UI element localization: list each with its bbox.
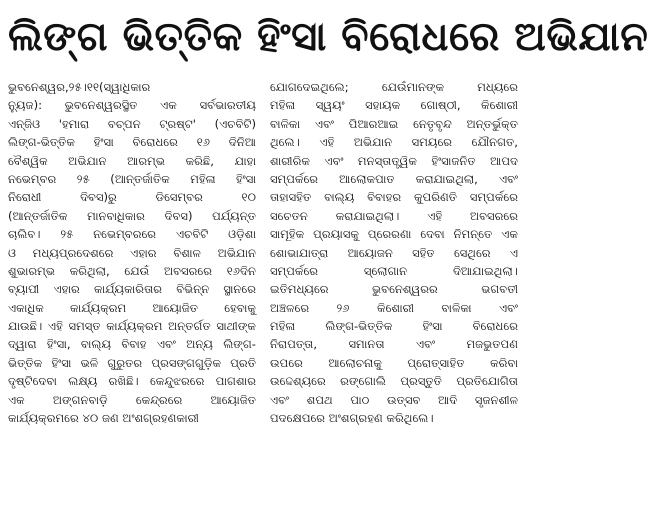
article-text-line: ଯୋଗଦେଇଥିଲେ; ଯେଉଁମାନଙ୍କ ମଧ୍ୟରେ: [270, 80, 518, 94]
article-text-line: ଦ୍ୱାରା ହିଂସା, ବାଲ୍ୟ ବିବାହ ଏବଂ ଅନ୍ୟ ଲିଙ୍ଗ-: [8, 337, 256, 352]
article-text-line: ଶୋଭାଯାତ୍ରା ଆୟୋଜନ ସହିତ ସେଥିରେ ଏ: [270, 245, 518, 260]
article-text-line: ବାଳିକା ଏବଂ ପିଆରଆଇ ନେତୃବୃନ୍ଦ ଅନ୍ତର୍ଭୁକ୍ତ: [270, 116, 518, 131]
article-text-line: ଚାଲିବ। ୨୫ ନଭେମ୍ବରରେ ଏଚବିଟି ଓଡ଼ିଶା: [8, 227, 256, 242]
article-text-line: ନ୍ୟୁଜ): ଭୁବନେଶ୍ୱରସ୍ଥିତ ଏକ ସର୍ବଭାରତୀୟ: [8, 98, 256, 113]
article-text-line: ନିରାପତ୍ତା, ସମାନତା ଏବଂ ମଜଭୁତପଣ: [270, 337, 518, 352]
article-text-line: ସମ୍ପର୍କରେ ଆଲୋକପାତ କରାଯାଇଥିଲା, ଏବଂ: [270, 171, 518, 186]
article-text-line: ବ୍ୟାପୀ ଏହାର କାର୍ଯ୍ୟକାରିତାର ବିଭିନ୍ନ ସ୍ଥାନରେ: [8, 282, 256, 297]
article-text-line: ଏବଂ ଶପଥ ପାଠ ଉତ୍ସବ ଆଦି ସୃଜନଶୀଳ: [270, 392, 518, 407]
article-text-line: ବୈଶ୍ୱିକ ଅଭିଯାନ ଆରମ୍ଭ କରିଛି, ଯାହା: [8, 153, 256, 168]
article-text-line: ପଦକ୍ଷେପରେ ଅଂଶଗ୍ରହଣ କରିଥିଲେ।: [270, 411, 434, 426]
article-text-line: ଏନ୍‌ଜିଓ 'ହମାରା ବଚ୍ପନ ଟ୍ରଷ୍ଟ' (ଏଚବିଟି): [8, 116, 256, 131]
article-text-line: କାର୍ଯ୍ୟକ୍ରମରେ ୪୦ ଜଣ ଅଂଶଗ୍ରହଣକାରୀ: [8, 411, 199, 426]
article-text-line: ଶାରୀରିକ ଏବଂ ମନସ୍ତାତ୍ତ୍ୱିକ ହିଂସାଜନିତ ଆପଦ: [270, 153, 518, 168]
right-column: [270, 78, 518, 427]
article-text-line: ଅଞ୍ଚଳରେ ୨୬ କିଶୋରୀ ବାଳିକା ଏବଂ: [270, 300, 518, 315]
article-text-line: ଶୁଭାରମ୍ଭ କରିଥିଲା, ଯେଉଁ ଅବସରରେ ୧୬ଦିନ: [8, 263, 256, 278]
article-text-line: ଥିଲେ। ଏହି ଅଭିଯାନ ସମୟରେ ଯୌନଗତ,: [270, 135, 518, 150]
article-text-line: ସାମୂହିକ ପ୍ରୟାସକୁ ପ୍ରେରଣା ଦେବା ନିମନ୍ତେ ଏକ: [270, 227, 518, 242]
article-text-line: ମହିଳା ସ୍ୱୟଂ ସହାୟକ ଗୋଷ୍ଠୀ, କିଶୋରୀ: [270, 98, 518, 113]
article-text-line: ଇତିମଧ୍ୟରେ ଭୁବନେଶ୍ୱରର ଭଗବତୀ: [270, 282, 518, 297]
article-text-line: ଯାଉଛି। ଏହି ସମସ୍ତ କାର୍ଯ୍ୟକ୍ରମ ଅନ୍ତର୍ଗତ ସାଥୀଙ୍କ: [8, 319, 256, 334]
article-text-line: ଲିଙ୍ଗ-ଭିତ୍ତିକ ହିଂସା ବିରୋଧରେ ୧୬ ଦିନିଆ: [8, 135, 256, 150]
left-column: [8, 78, 256, 427]
article-text-line: ମହିଳା ଲିଙ୍ଗ-ଭିତ୍ତିକ ହିଂସା ବିରୋଧରେ: [270, 319, 518, 334]
article-text-line: ସଚେତନ କରାଯାଇଥିଲା। ଏହି ଅବସରରେ: [270, 208, 518, 223]
article-text-line: (ଆନ୍ତର୍ଜାତିକ ମାନବାଧିକାର ଦିବସ) ପର୍ଯ୍ୟନ୍ତ: [8, 208, 256, 223]
article-text-line: ଉପରେ ଆଲୋଚନାକୁ ପ୍ରୋତ୍ସାହିତ କରିବା: [270, 355, 518, 370]
article-text-line: ଉଦ୍ଦେଶ୍ୟରେ ରଙ୍ଗୋଲି ପ୍ରସ୍ତୁତି ପ୍ରତିଯୋଗିତା: [270, 374, 518, 389]
article-text-line: ଦୃଷ୍ଟିଦେବା ଲକ୍ଷ୍ୟ ରଖିଛି। କେନ୍ଦୁଝରରେ ପାଗଶାର: [8, 374, 256, 389]
article-text-line: ଭୁବନେଶ୍ୱର,୨୫।୧୧(ସ୍ୱାଧିକାର: [8, 80, 151, 94]
article-text-line: ସମ୍ପର୍କରେ ସ୍ଲୋଗାନ ଦିଆଯାଇଥିଲା।: [270, 263, 518, 278]
article-text-line: ନଭେମ୍ବର ୨୫ (ଆନ୍ତର୍ଜାତିକ ମହିଳା ହିଂସା: [8, 171, 256, 186]
article-text-line: ନିରୋଧୀ ଦିବସ)ରୁ ଡିସେମ୍ବର ୧୦: [8, 190, 256, 205]
article-headline: ଲିଙ୍ଗ ଭିତ୍ତିକ ହିଂସା ବିରୋଧରେ ଅଭିଯାନ: [8, 14, 648, 60]
article-text-line: ଓ ମଧ୍ୟପ୍ରଦେଶରେ ଏହାର ବିଶାଳ ଅଭିଯାନ: [8, 245, 256, 260]
article-text-line: ଏକାଧିକ କାର୍ଯ୍ୟକ୍ରମ ଆୟୋଜିତ ହେବାକୁ: [8, 300, 256, 315]
article-text-line: ଭିତ୍ତିକ ହିଂସା ଭଳି ଗୁରୁତର ପ୍ରସଙ୍ଗଗୁଡ଼ିକ ପ୍ରତି: [8, 355, 256, 370]
article-text-line: ଏକ ଅଙ୍ଗନବାଡ଼ି କେନ୍ଦ୍ରରେ ଆୟୋଜିତ: [8, 392, 256, 407]
article-text-line: ତାହାସହିତ ବାଲ୍ୟ ବିବାହର କୁପରିଣତି ସମ୍ପର୍କରେ: [270, 190, 518, 205]
article-body: [8, 78, 518, 427]
